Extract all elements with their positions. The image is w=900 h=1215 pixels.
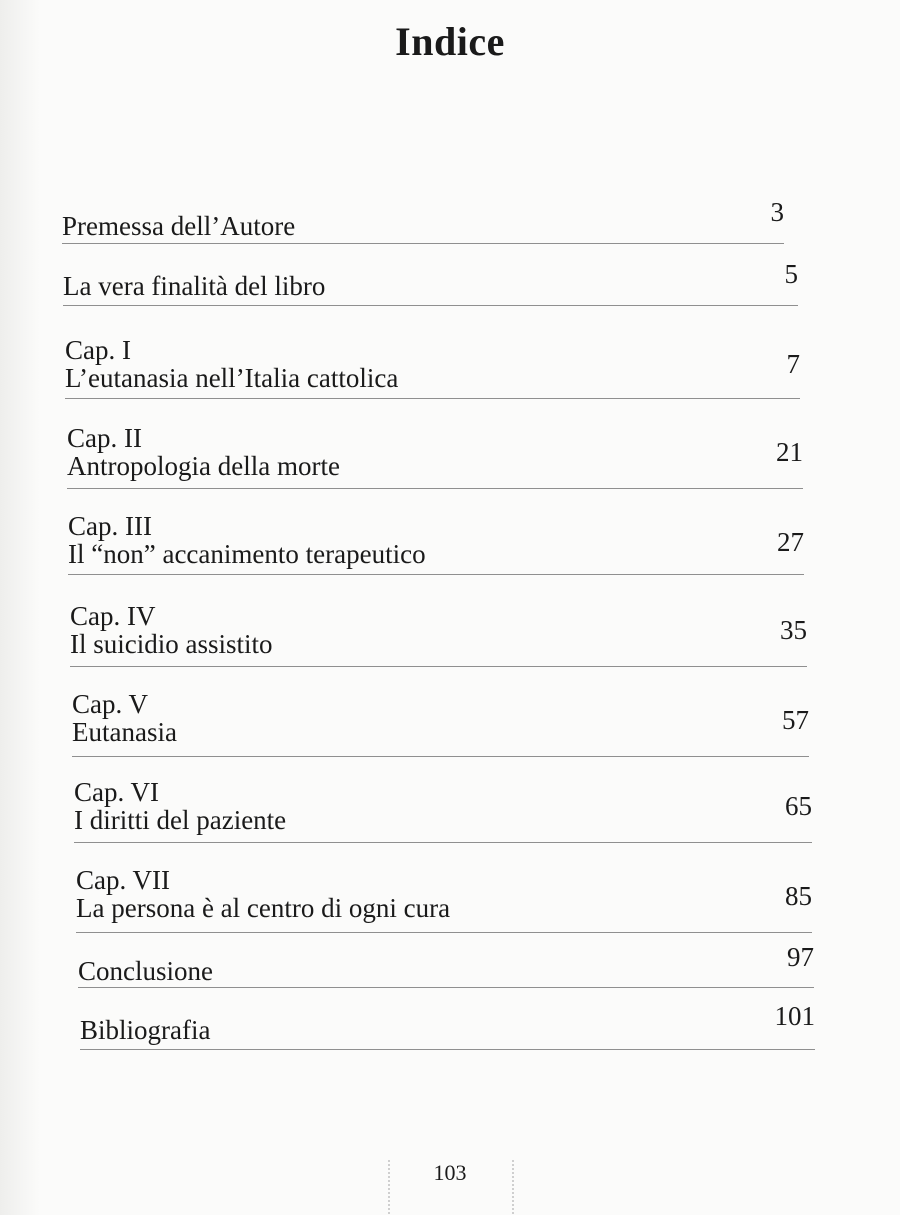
toc-entry-cap-3 xyxy=(68,512,804,568)
toc-entry-page-number: 21 xyxy=(776,437,803,467)
toc-entry-cap-2 xyxy=(67,424,803,480)
toc-entry-label: Il “non” accanimento terapeutico xyxy=(68,539,426,569)
toc-entry-cap-7 xyxy=(76,866,812,922)
toc-entry-finalita xyxy=(63,259,798,301)
toc-entry-rule xyxy=(67,488,803,489)
toc-entry-rule xyxy=(65,398,800,399)
toc-entry-chapter: Cap. VII xyxy=(76,865,170,895)
toc-entry-premessa xyxy=(62,197,784,241)
toc-entry-page-number: 85 xyxy=(785,881,812,911)
toc-entry-label: Premessa dell’Autore xyxy=(62,211,296,241)
toc-entry-chapter: Cap. V xyxy=(72,689,149,719)
toc-entry-chapter: Cap. VI xyxy=(74,777,159,807)
toc-entry-page-number: 7 xyxy=(786,349,800,379)
toc-entry-chapter: Cap. IV xyxy=(70,601,156,631)
toc-entry-rule xyxy=(62,243,784,244)
toc-entry-rule xyxy=(68,574,804,575)
toc-entry-rule xyxy=(76,932,812,933)
toc-entry-bibliografia xyxy=(80,1001,815,1045)
toc-entry-page-number: 5 xyxy=(784,259,798,289)
toc-entry-cap-6 xyxy=(74,778,812,834)
toc-entry-cap-5 xyxy=(72,690,809,746)
toc-entry-page-number: 97 xyxy=(787,942,814,972)
toc-entry-rule xyxy=(63,305,798,306)
toc-entry-label: La vera finalità del libro xyxy=(63,271,326,301)
toc-entry-chapter: Cap. I xyxy=(65,335,131,365)
toc-entry-chapter: Cap. III xyxy=(68,511,152,541)
toc-entry-label: Eutanasia xyxy=(72,717,177,747)
toc-entry-cap-1 xyxy=(65,336,800,392)
toc-entry-rule xyxy=(74,842,812,843)
toc-entry-page-number: 3 xyxy=(770,197,784,227)
toc-entry-label: La persona è al centro di ogni cura xyxy=(76,893,451,923)
toc-entry-label: Il suicidio assistito xyxy=(70,629,273,659)
toc-entry-label: Conclusione xyxy=(78,956,213,986)
toc-entry-page-number: 65 xyxy=(785,791,812,821)
page-number: 103 xyxy=(433,1160,467,1185)
toc-entry-rule xyxy=(78,987,814,988)
toc-entry-page-number: 57 xyxy=(782,705,809,735)
toc-entry-rule xyxy=(80,1049,815,1050)
page-title: Indice xyxy=(395,19,505,64)
toc-entry-label: Bibliografia xyxy=(80,1015,211,1045)
toc-entry-conclusione xyxy=(78,942,814,986)
toc-entry-page-number: 35 xyxy=(780,615,807,645)
toc-entry-page-number: 27 xyxy=(777,527,804,557)
toc-entry-page-number: 101 xyxy=(774,1001,815,1031)
toc-entry-rule xyxy=(72,756,809,757)
binding-mark-right xyxy=(512,1160,514,1215)
binding-mark-left xyxy=(388,1160,390,1215)
toc-entry-rule xyxy=(70,666,807,667)
toc-entry-cap-4 xyxy=(70,602,807,658)
toc-entry-label: I diritti del paziente xyxy=(74,805,287,835)
toc-entry-label: L’eutanasia nell’Italia cattolica xyxy=(65,363,399,393)
toc-entry-label: Antropologia della morte xyxy=(67,451,340,481)
toc-entry-chapter: Cap. II xyxy=(67,423,142,453)
